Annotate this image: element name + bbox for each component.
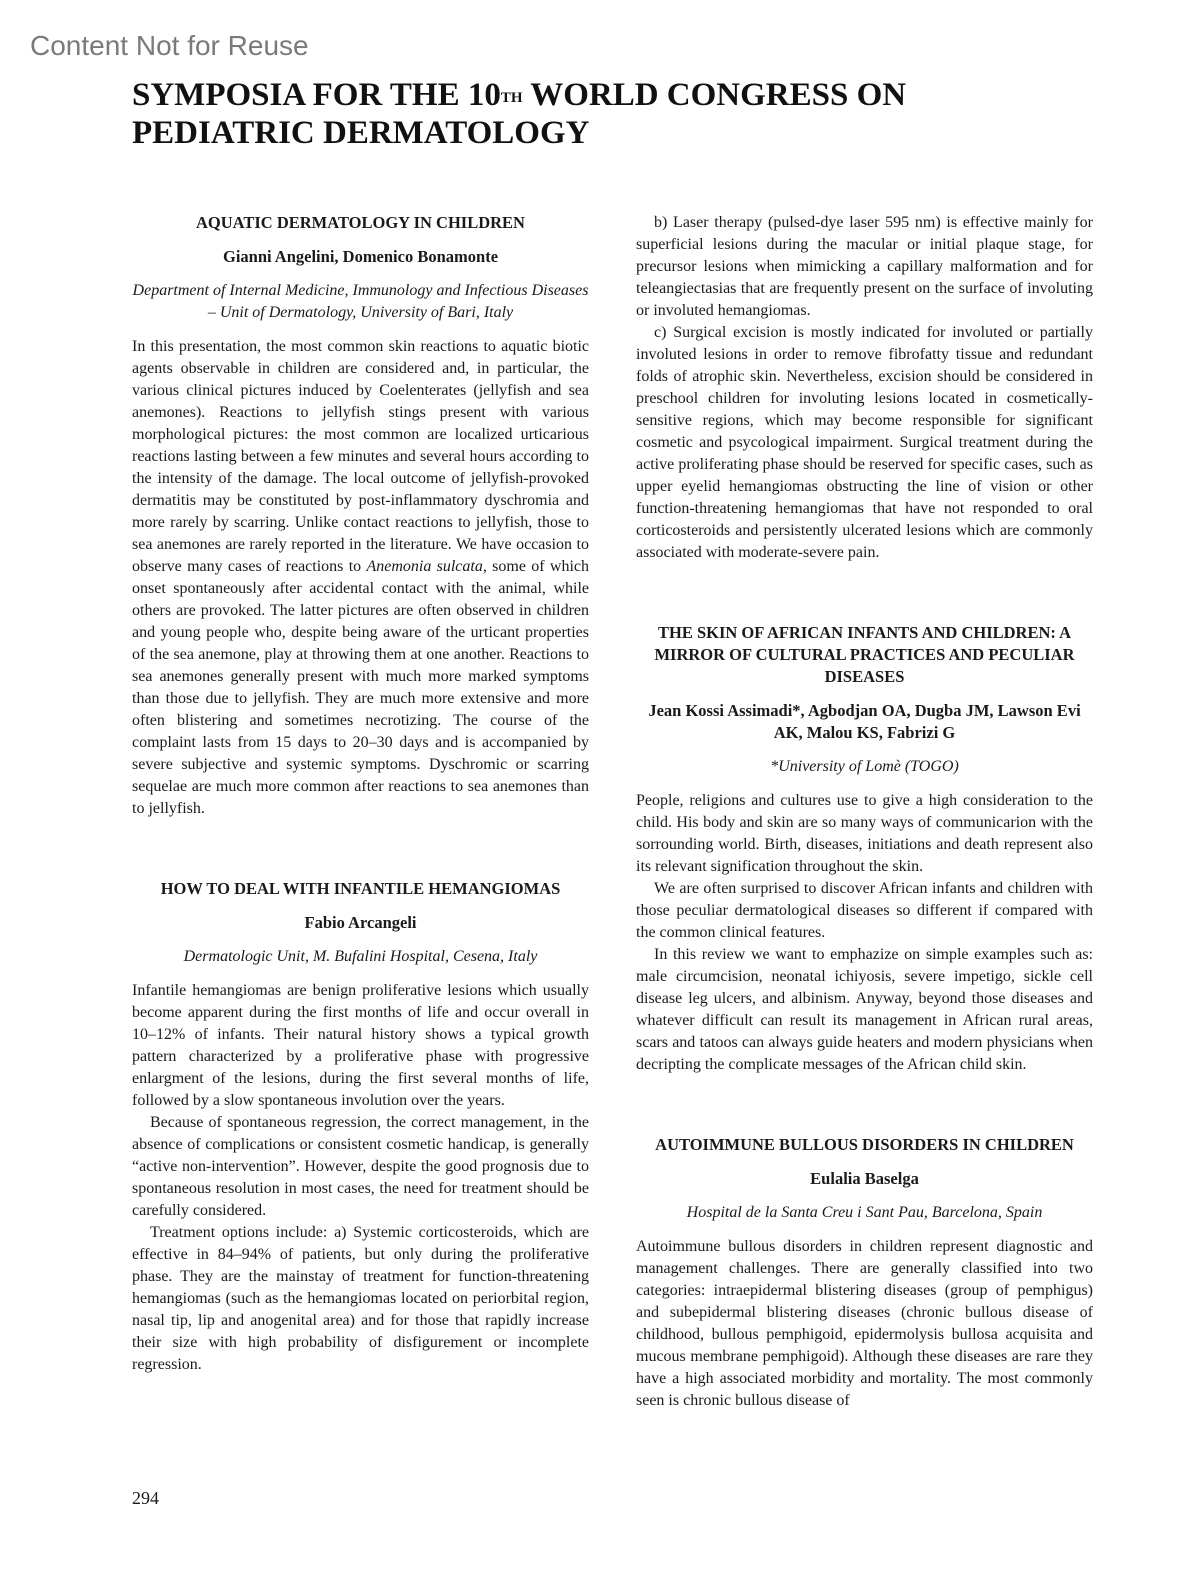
article-african-skin <box>636 622 1093 1076</box>
species-name: Anemonia sulcata <box>366 558 483 575</box>
article-authors: Fabio Arcangeli <box>304 913 417 932</box>
article-paragraph: Treatment options include: a) Systemic corticosteroids, which are effective in 84–94% of patients, but only during the proliferative phase. They are the mainstay of treatment for function-threatening hemangiomas (such as the hemangiomas located on periorbital region, nasal tip, lip and anogenital area) and for those that rapidly increase their size with high probability of disfigurement or incomplete regression. <box>132 1224 589 1373</box>
article-body <box>636 1236 1093 1412</box>
title-part-1: SYMPOSIA FOR THE 10 <box>132 77 501 113</box>
article-paragraph: Because of spontaneous regression, the correct management, in the absence of complications or consistent cosmetic handicap, is generally “active non-intervention”. However, despite the good prognosis due to spontaneous resolution in most cases, the need for treatment should be carefully considered. <box>132 1114 589 1219</box>
article-title: HOW TO DEAL WITH INFANTILE HEMANGIOMAS <box>160 879 561 898</box>
title-superscript: TH <box>500 90 523 106</box>
article-paragraph: In this presentation, the most common skin reactions to aquatic biotic agents observable in children are considered and, in particular, the various clinical pictures induced by Coelenterates (jellyfish and sea anemones). Reactions to jellyfish stings present with various morphological pictures: the most common are localized urticarious reactions lasting between a few minutes and several hours according to the intensity of the damage. The local outcome of jellyfish-provoked dermatitis may be constituted by post-inflammatory dyschromia and more rarely by scarring. Unlike contact reactions to jellyfish, those to sea anemones are rarely reported in the literature. We have occasion to observe many cases of reactions to Anemonia sulcata, some of which onset spontaneously after accidental contact with the animal, while others are provoked. The latter pictures are often observed in children and young people who, despite being aware of the urticant properties of the sea anemone, play at throwing them at one another. Reactions to sea anemones generally present with much more marked symptoms than those due to jellyfish. They are much more extensive and more often blistering and sometimes necrotizing. The course of the complaint lasts from 15 days to 20–30 days and is accompanied by severe subjective and systemic symptoms. Dyschromic or scarring sequelae are much more common after reactions to sea anemones than to jellyfish. <box>132 338 589 817</box>
article-affiliation: Hospital de la Santa Creu i Sant Pau, Barcelona, Spain <box>686 1204 1043 1221</box>
article-paragraph: Autoimmune bullous disorders in children represent diagnostic and management challenges. There are generally classified into two categories: intraepidermal blistering diseases (group of pemphigus) and subepidermal blistering diseases (chronic bullous disease of childhood, bullous pemphigoid, epidermolysis bullosa acquisita and mucous membrane pemphigoid). Although these diseases are rare they have a high associated morbidity and mortality. The most commonly seen is chronic bullous disease of <box>636 1238 1093 1409</box>
left-column <box>132 212 589 1434</box>
article-affiliation: Department of Internal Medicine, Immunology and Infectious Diseases – Unit of Dermatology, University of Bari, Italy <box>132 282 589 321</box>
article-paragraph: b) Laser therapy (pulsed-dye laser 595 nm) is effective mainly for superficial lesions during the macular or initial plaque stage, for precursor lesions when mimicking a capillary malformation and for teleangiectasias that are frequently present on the surface of involuting or involuted hemangiomas. <box>636 214 1093 319</box>
article-body <box>132 980 589 1376</box>
article-title: AUTOIMMUNE BULLOUS DISORDERS IN CHILDREN <box>655 1135 1074 1154</box>
page-title <box>132 76 1092 152</box>
title-part-2: WORLD CONGRESS ON PEDIATRIC DERMATOLOGY <box>132 77 907 151</box>
article-affiliation: Dermatologic Unit, M. Bufalini Hospital, Cesena, Italy <box>183 948 538 965</box>
article-infantile-hemangiomas-continued <box>636 212 1093 564</box>
article-authors: Jean Kossi Assimadi*, Agbodjan OA, Dugba JM, Lawson Evi AK, Malou KS, Fabrizi G <box>648 701 1081 742</box>
article-paragraph: Infantile hemangiomas are benign proliferative lesions which usually become apparent during the first months of life and occur overall in 10–12% of infants. Their natural history shows a typical growth pattern characterized by a proliferative phase with progressive enlargment of the lesions, during the first several months of life, followed by a slow spontaneous involution over the years. <box>132 982 589 1109</box>
article-paragraph: In this review we want to emphazize on simple examples such as: male circumcision, neonatal ichiyosis, severe impetigo, sickle cell disease leg ulcers, and albinism. Anyway, beyond those diseases and whatever difficult can result its management in African rural areas, scars and tatoos can always guide heaters and modern physicians when decripting the complicate messages of the African child skin. <box>636 946 1093 1073</box>
article-title: THE SKIN OF AFRICAN INFANTS AND CHILDREN: A MIRROR OF CULTURAL PRACTICES AND PECULIAR DISEASES <box>654 623 1075 686</box>
right-column <box>636 212 1093 1470</box>
article-autoimmune-bullous <box>636 1134 1093 1412</box>
article-affiliation: *University of Lomè (TOGO) <box>770 758 959 775</box>
article-authors: Gianni Angelini, Domenico Bonamonte <box>222 247 499 266</box>
article-paragraph: People, religions and cultures use to give a high consideration to the child. His body and skin are so many ways of communicarion with the sorrounding world. Birth, diseases, initiations and death represent also its relevant signification throughout the skin. <box>636 792 1093 875</box>
article-paragraph: c) Surgical excision is mostly indicated for involuted or partially involuted lesions in order to remove fibrofatty tissue and redundant folds of atrophic skin. Nevertheless, excision should be considered in preschool children for involuting lesions located in cosmetically-sensitive regions, which may become responsible for significant cosmetic and psycological impairment. Surgical treatment during the active proliferating phase should be reserved for specific cases, such as upper eyelid hemangiomas obstructing the line of vision or other function-threatening hemangiomas that have not responded to oral corticosteroids and persistently ulcerated lesions which are commonly associated with moderate-severe pain. <box>636 324 1093 561</box>
article-paragraph: We are often surprised to discover African infants and children with those peculiar dermatological diseases so different if compared with the common clinical features. <box>636 880 1093 941</box>
watermark-text: Content Not for Reuse <box>30 30 309 61</box>
article-aquatic-dermatology <box>132 212 589 820</box>
article-body <box>636 790 1093 1076</box>
page-number: 294 <box>132 1488 159 1508</box>
article-infantile-hemangiomas <box>132 878 589 1376</box>
article-title: AQUATIC DERMATOLOGY IN CHILDREN <box>196 213 525 232</box>
article-authors: Eulalia Baselga <box>810 1169 919 1188</box>
article-body <box>132 336 589 820</box>
